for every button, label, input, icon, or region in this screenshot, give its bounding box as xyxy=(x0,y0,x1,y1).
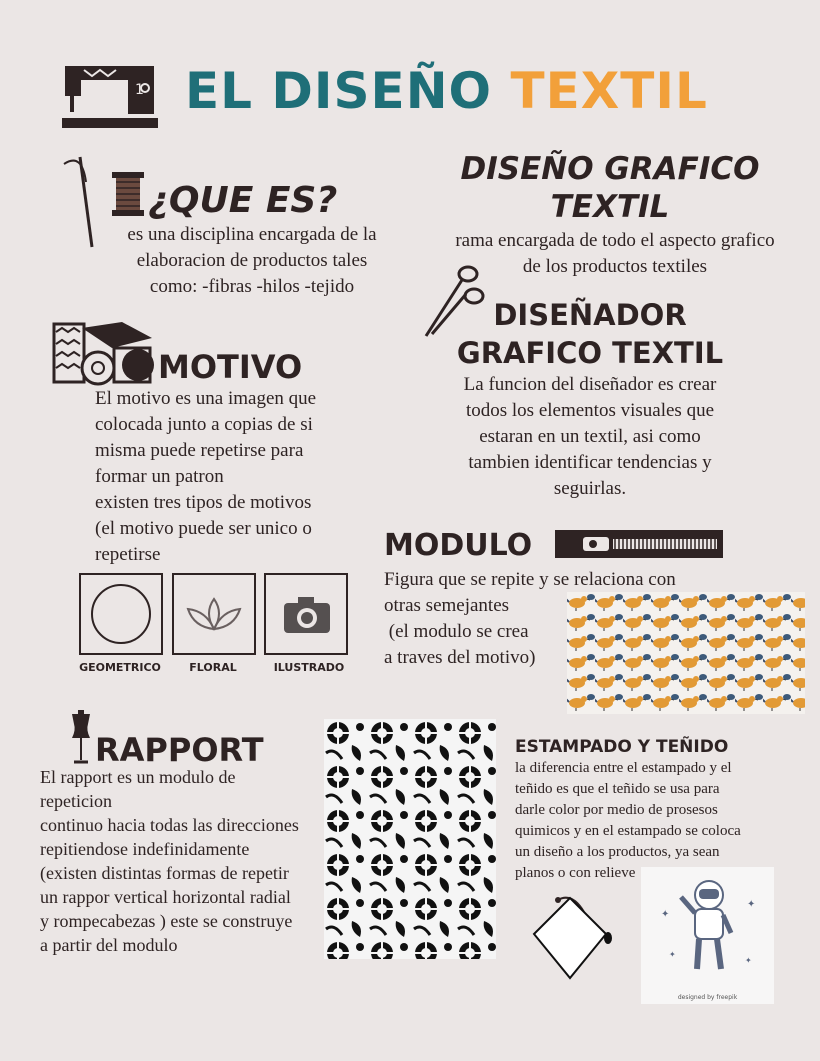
zipper-icon xyxy=(555,526,725,567)
fabric-rolls-icon xyxy=(52,318,156,393)
circle-icon xyxy=(81,575,161,653)
svg-text:✦: ✦ xyxy=(745,956,752,965)
modulo-heading: MODULO xyxy=(384,528,533,563)
geometric-motif-box xyxy=(79,573,163,655)
que-es-heading: ¿QUE ES? xyxy=(148,180,338,221)
svg-text:✦: ✦ xyxy=(661,909,670,920)
credit-text: designed by freepik xyxy=(677,994,738,1001)
astronaut-image xyxy=(641,867,774,1004)
motivo-heading: MOTIVO xyxy=(158,348,303,386)
sewing-machine-icon xyxy=(62,60,162,135)
floral-pattern-image xyxy=(324,719,496,959)
mannequin-icon xyxy=(68,710,94,769)
diseno-grafico-heading: DISEÑO GRAFICO TEXTIL xyxy=(460,151,760,225)
bird-pattern-image xyxy=(567,592,805,714)
disenador-text: La funcion del diseñador es crear todos los elementos visuales que estaran en un textil, asi como tambien identificar tendencias y seguirlas. xyxy=(463,374,717,499)
rapport-heading: RAPPORT xyxy=(95,731,264,769)
diseno-grafico-text: rama encargada de todo el aspecto grafico de los productos textiles xyxy=(455,230,775,277)
floral-label: FLORAL xyxy=(189,661,237,674)
svg-text:1: 1 xyxy=(135,82,144,98)
floral-motif-box xyxy=(172,573,256,655)
geometric-label: GEOMETRICO xyxy=(79,661,161,674)
paint-bucket-icon xyxy=(528,892,618,989)
svg-text:✦: ✦ xyxy=(669,950,676,959)
motivo-text: El motivo es una imagen que colocada junto a copias de si misma puede repetirse para formar un patron existen tres tipos de motivos (el motivo puede ser unico o repetirse xyxy=(95,388,317,565)
camera-icon xyxy=(266,575,346,653)
lotus-icon xyxy=(174,575,254,653)
estampado-text: la diferencia entre el estampado y el teñido es que el teñido se usa para darle color por medio de prosesos quimicos y en el estampado se coloca un diseño a los productos, ya sean planos o con relieve xyxy=(515,760,741,881)
illustrated-label: ILUSTRADO xyxy=(273,661,345,674)
illustrated-motif-box xyxy=(264,573,348,655)
disenador-heading: DISEÑADOR GRAFICO TEXTIL xyxy=(456,298,724,370)
rapport-text: El rapport es un modulo de repeticion continuo hacia todas las direcciones repitiendose indefinidamente (existen distintas formas de repetir un rappor vertical horizontal radial y rompecabezas ) este se construye a partir del modulo xyxy=(40,767,299,955)
que-es-text: es una disciplina encargada de la elaboracion de productos tales como: -fibras -hilos -tejido xyxy=(127,224,377,297)
svg-text:✦: ✦ xyxy=(747,899,756,910)
modulo-text: Figura que se repite y se relaciona con otras semejantes (el modulo se crea a traves del motivo) xyxy=(384,569,676,668)
page-title: EL DISEÑO TEXTIL xyxy=(185,62,708,120)
estampado-heading: ESTAMPADO Y TEÑIDO xyxy=(515,737,729,757)
